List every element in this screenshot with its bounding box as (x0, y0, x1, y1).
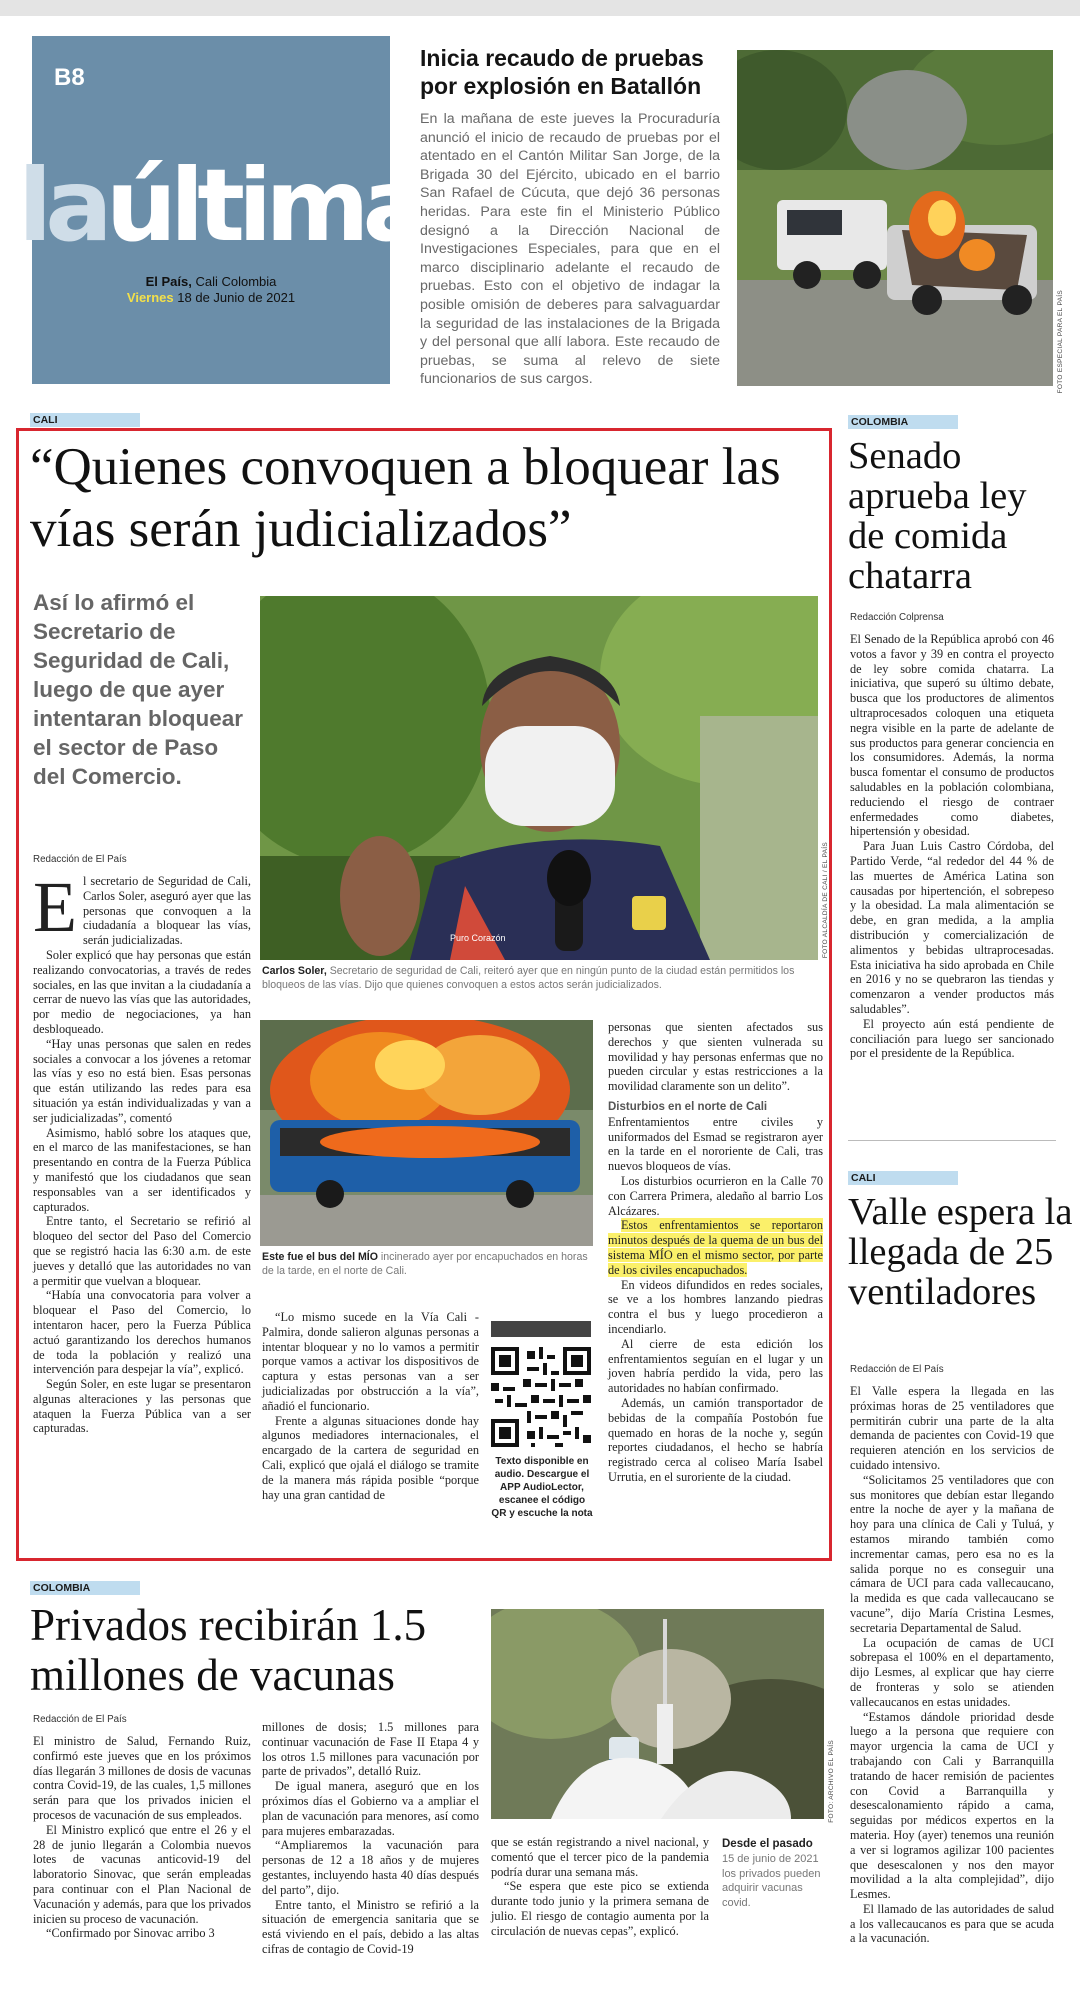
valle-paragraph: La ocupación de camas de UCI sobrepasa el 100% en el departamento, dijo Lesmes, al explicar que hay cierre de fronteras y solo se atienden vallecaucanos en estas unidades. (850, 1635, 1054, 1709)
vacunas-paragraph: millones de dosis; 1.5 millones para continuar vacunación de Fase II Etapa 4 y los otros 1.5 millones para vacunación por parte de privados”, detalló Ruiz. (262, 1720, 479, 1779)
main-paragraph: Al cierre de esta edición los enfrentamientos seguían en el lugar y un joven habría perdido la vida, pero las autoridades no habían confirmado. (608, 1336, 823, 1396)
qr-box (491, 1321, 593, 1520)
section-tag-cali: CALI (30, 413, 140, 427)
publication-line (32, 274, 390, 289)
explosion-photo-credit: FOTO ESPECIAL PARA EL PAÍS (1057, 290, 1064, 394)
explosion-photo (737, 50, 1053, 386)
lead-paragraph: l secretario de Seguridad de Cali, Carlos Soler, aseguró ayer que las personas que convoquen a la ciudadanía a bloquear las vías, serán judicializadas. (82, 874, 251, 948)
divider (848, 1140, 1056, 1141)
qr-instructions: Texto disponible en audio. Descargue el APP AudioLector, escanee el código QR y escuche la nota (491, 1456, 593, 1519)
section-tag-colombia: COLOMBIA (848, 415, 958, 429)
bus-photo-caption (262, 1250, 590, 1278)
vacunas-paragraph: Entre tanto, el Ministro se refirió a la situación de emergencia sanitaria que se está viviendo en el país, debido a las altas cifras de contagio de Covid-19 (262, 1897, 479, 1956)
valle-body (850, 1384, 1054, 1946)
valle-headline: Valle espera la llegada de 25 ventiladores (848, 1191, 1073, 1313)
main-paragraph: Entre tanto, el Secretario se refirió al bloqueo del sector del Paso del Comercio que se registró hacia las 6:30 a.m. de este jueves y detalló que las autoridades no van a permitir que vuelvan a bloquear. (33, 1214, 251, 1288)
vacunas-paragraph: “Confirmado por Sinovac arribo 3 (46, 1926, 215, 1941)
main-column-3 (608, 1020, 823, 1485)
main-deck: Así lo afirmó el Secretario de Seguridad de Cali, luego de que ayer intentaran bloquear el sector de Paso del Comercio. (33, 590, 244, 789)
senado-byline: Redacción Colprensa (850, 612, 944, 623)
main-paragraph: Frente a algunas situaciones donde hay algunos mediadores internacionales, el encargado de la cartera de seguridad en Cali, explicó que ojalá el diálogo se tramite de la manera más rápida posible “porque hay una gran cantidad de (262, 1413, 479, 1502)
main-paragraph: personas que sienten afectados sus derechos y que sienten vulnerada su movilidad y hay personas enfermas que no pueden circular y estas restricciones a la movilidad claramente son un delito”. (608, 1020, 823, 1094)
section-tag-colombia: COLOMBIA (30, 1581, 140, 1595)
page-number: B8 (54, 64, 85, 91)
carlos-soler-photo (260, 596, 818, 960)
bus-caption-text: incinerado ayer por encapuchados en horas de la tarde, en el norte de Cali. (262, 1251, 588, 1277)
masthead-panel (18, 36, 423, 384)
vest-logo-text: Puro Corazón (450, 933, 506, 943)
soler-caption-name: Carlos Soler, (262, 965, 327, 977)
qr-code-icon[interactable] (491, 1347, 591, 1447)
valle-byline: Redacción de El País (850, 1364, 944, 1375)
vacunas-paragraph: “Se espera que este pico se extienda durante todo junio y la primera semana de julio. El riesgo de contagio aumenta por la circulación de nuevas cepas”, explicó. (491, 1879, 709, 1938)
main-paragraph: Asimismo, habló sobre los ataques que, en el marco de las manifestaciones, se han presentando en contra de la Fuerza Pública y manifestó que los ciudadanos que sean responsables van a ser identificados y capturados. (33, 1125, 251, 1214)
top-gray-bar (0, 0, 1080, 16)
valle-paragraph: El Valle espera la llegada en las próximas horas de 25 ventiladores que permitirán cubrir una parte de la alta demanda de pacientes con Covid-19 que requieren atención en los servicios de cuidado intensivo. (850, 1384, 1054, 1472)
drop-cap: E (33, 867, 77, 947)
main-paragraph: “Lo mismo sucede en la Vía Cali - Palmira, donde salieron algunas personas a intentar bloquear y no lo vamos a permitir porque vamos a activar los dispositivos de captura y estas personas van a ser judicializadas por obstrucción a la vía”, añadió el funcionario. (262, 1310, 479, 1413)
qr-header-bar (491, 1321, 591, 1337)
weekday: Viernes (126, 290, 174, 305)
main-paragraph: Además, un camión transportador de bebidas de la compañía Postobón fue quemado en horas de la noche y, según reportes ciudadanos, el hecho se habría registrado cerca al coliseo María Isabel Urrutia, en el suroriente de la ciudad. (608, 1395, 823, 1484)
disturbios-subhead: Disturbios en el norte de Cali (608, 1100, 768, 1113)
main-paragraph: Soler explicó que hay personas que están realizando convocatorias, a través de redes sociales, en las que invitan a la ciudadanía a cerrar de nuevo las vías que las autoridades, por medio de negociaciones, ya han desbloqueado. (33, 947, 251, 1036)
soler-photo-caption (262, 964, 802, 992)
publication-city: Cali Colombia (195, 274, 277, 289)
top-story-headline: Inicia recaudo de pruebas por explosión en Batallón (420, 45, 704, 99)
senado-paragraph: Para Juan Luis Castro Córdoba, del Partido Verde, “al rededor del 44 % de las muertes de América Latina son causadas por hipertención, el sobrepeso y la obesidad. La mala alimentación se debe, en gran medida, a la amplia distribución y comercialización de alimentos y bebidas ultraprocesadas. Esta iniciativa ha sido aprobada en Chile en 2016 y no se quebraron las tiendas y comenzaron a vender productos más saludables”. (850, 839, 1054, 1016)
senado-headline: Senado aprueba ley de comida chatarra (848, 435, 1027, 597)
top-story-body: En la mañana de este jueves la Procuraduría anunció el inicio de recaudo de pruebas por el atentado en el Cantón Militar San Jorge, de la Brigada 30 del Ejército, ubicado en el barrio San Rafael de Cúcuta, que dejó 36 personas heridas. Para este fin el Ministerio Público designó a la Dirección Nacional de Investigaciones Especiales, para que en el marco disciplinario adelante el recaudo de pruebas. Esto con el objetivo de indagar la posible omisión de deberes para salvaguardar la seguridad de las instalaciones de la Brigada y del personal que allí labora. Este recaudo de pruebas, se suma al relevo de siete funcionarios de sus cargos. (420, 111, 720, 388)
main-headline: “Quienes convoquen a bloquear las vías serán judicializados” (30, 438, 781, 558)
logo-ultima: última (105, 147, 423, 264)
logo-la: la (18, 147, 106, 264)
main-paragraph: Los disturbios ocurrieron en la Calle 70 con Carrera Primera, aledaño al barrio Los Alcázares. (608, 1173, 823, 1218)
vaccine-photo-credit: FOTO: ARCHIVO EL PAÍS (828, 1740, 835, 1823)
senado-paragraph: El Senado de la República aprobó con 46 votos a favor y 39 en contra el proyecto de ley sobre comida chatarra. La iniciativa, que superó su último debate, busca que los productores de alimentos ultraprocesados coloquen una etiqueta negra visible en la parte de adelante de sus productos para generar conciencia en los consumidores. Además, la norma busca fomentar el consumo de productos saludables en la población colombiana, reduciendo el riesgo de contraer enfermedades como diabetes, hipertensión y obesidad. (850, 632, 1054, 839)
vacunas-byline: Redacción de El País (33, 1714, 127, 1725)
date-line (32, 290, 390, 305)
vacunas-column-3 (491, 1835, 709, 1939)
vacunas-paragraph: “Ampliaremos la vacunación para personas de 12 a 18 años y de mujeres gestantes, incluyendo hasta 40 días después del parto”, dijo. (262, 1838, 479, 1897)
publication-name: El País, (145, 274, 192, 289)
vacunas-paragraph: De igual manera, aseguró que en los próximos días el Gobierno va a ampliar el plan de vacunación para menores, así como para mujeres embarazadas. (262, 1779, 479, 1838)
main-paragraph: Enfrentamientos entre civiles y uniformados del Esmad se registraron ayer en la tarde en el nororiente de Cali, tras nuevos bloqueos de vías. (608, 1114, 823, 1174)
main-column-2 (262, 1310, 479, 1502)
main-paragraph: Según Soler, en este lugar se presentaron algunas alteraciones y las personas que ataquen la Fuerza Pública van a ser capturadas. (33, 1377, 251, 1436)
vacunas-column-1 (33, 1734, 251, 1941)
vacunas-sidebar (722, 1837, 822, 1910)
highlighted-text: Estos enfrentamientos se reportaron minutos después de la quema de un bus del sistema MÍO en el mismo sector, por parte de los civiles encapuchados. (608, 1218, 823, 1277)
vaccine-photo (491, 1609, 824, 1819)
main-byline: Redacción de El País (33, 854, 127, 865)
vacunas-column-2 (262, 1720, 479, 1957)
section-tag-cali: CALI (848, 1171, 958, 1185)
sidebar-text: 15 de junio de 2021 los privados pueden adquirir vacunas covid. (722, 1853, 821, 1909)
vacunas-headline: Privados recibirán 1.5 millones de vacunas (30, 1600, 427, 1700)
valle-paragraph: El llamado de las autoridades de salud a los vallecaucanos es para que se acuda a la vacunación. (850, 1901, 1054, 1946)
main-paragraph: “Hay unas personas que salen en redes sociales a convocar a los jóvenes a retomar las vías y eso no está bien. Esas personas que están utilizando las redes para esa situación ya están individualizadas y van a ser judicializadas”, comentó (33, 1036, 251, 1125)
burning-bus-photo (260, 1020, 593, 1246)
vacunas-paragraph: El Ministro explicó que entre el 26 y el 28 de junio llegarán a Colombia nuevos lotes de vacunas anticovid-19 del laboratorio Sinovac, que serán empleadas para continuar con el Plan Nacional de Vacunación y además, para que los privados inicien su proceso de vacunación. (33, 1822, 251, 1926)
bus-caption-name: Este fue el bus del MÍO (262, 1251, 378, 1263)
vacunas-paragraph: que se están registrando a nivel nacional, y comentó que el tercer pico de la pandemia podría durar una semana más. (491, 1835, 709, 1879)
main-column-1 (33, 867, 251, 1436)
vacunas-paragraph: El ministro de Salud, Fernando Ruiz, confirmó este jueves que en los próximos días llegarán 3 millones de dosis de vacunas contra Covid-19, de las cuales, 1,5 millones serán para que los privados inicien el procesos de vacunación de sus empleados. (33, 1734, 251, 1822)
issue-date: 18 de Junio de 2021 (177, 290, 296, 305)
valle-paragraph: “Solicitamos 25 ventiladores que con sus monitores que debían estar llegando entre la noche de ayer y la mañana de hoy para una clínica de Cali y Tuluá, y estamos mirando también como incrementar camas, pero esa no es la salida porque no es conseguir una cámara de UCI para cada vallecaucano, la medida es que cada vallecaucano se vacune”, dijo María Cristina Lesmes, secretaria Departamental de Salud. (850, 1472, 1054, 1635)
main-paragraph: En videos difundidos en redes sociales, se ve a los hombres lanzando piedras contra el bus y luego procedieron a incendiarlo. (608, 1277, 823, 1336)
soler-caption-text: Secretario de seguridad de Cali, reiteró ayer que en ningún punto de la ciudad están permitidos los bloqueos de las vías. Dijo que quienes convoquen a estos actos serán judicializados. (262, 965, 795, 991)
sidebar-title: Desde el pasado (722, 1838, 813, 1850)
soler-photo-credit: FOTO ALCALDÍA DE CALI / EL PAÍS (822, 842, 829, 959)
senado-paragraph: El proyecto aún está pendiente de conciliación para luego ser sancionado por el presidente de la República. (850, 1016, 1054, 1061)
valle-paragraph: “Estamos dándole prioridad desde luego a la persona que requiere con mayor urgencia la cama de UCI y trabajando con Cali y Barranquilla tratando de hacer remisión de pacientes con Covid a Barranquilla y desescalonamiento rápido a cama, seguidas por médicos expertos en la materia. Hoy (ayer) tenemos una reunión a ver si logramos agilizar 100 pacientes que desescalonen y nos den mayor movilidad a la alta complejidad”, dijo Lesmes. (850, 1709, 1054, 1902)
senado-body (850, 632, 1054, 1061)
main-paragraph: “Había una convocatoria para volver a bloquear el Paso del Comercio, lo intentaron hacer, pero la Fuerza Pública actuó garantizando los derechos humanos de toda la población y realizó una intervención para despejar la vía”, explicó. (33, 1288, 251, 1377)
la-ultima-logo (18, 147, 423, 264)
